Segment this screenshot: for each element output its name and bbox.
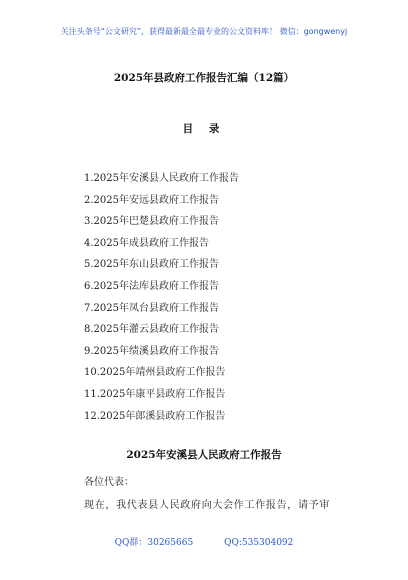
- toc-item: 7.2025年凤台县政府工作报告: [84, 302, 219, 314]
- footer-contact: [0, 535, 408, 548]
- toc-item: 9.2025年绩溪县政府工作报告: [84, 345, 219, 357]
- toc-heading: 目 录: [182, 123, 226, 135]
- footer-qq-group: QQ群：30265665: [114, 538, 194, 548]
- toc-item: 2.2025年安远县政府工作报告: [84, 194, 219, 206]
- toc-item: 11.2025年康平县政府工作报告: [84, 388, 226, 400]
- document-title: 2025年县政府工作报告汇编（12篇）: [113, 72, 295, 84]
- footer-qq-number: QQ:535304092: [224, 538, 294, 548]
- toc-item: 12.2025年郎溪县政府工作报告: [84, 410, 226, 422]
- toc-item: 4.2025年成县政府工作报告: [84, 237, 209, 249]
- section-title: 2025年安溪县人民政府工作报告: [126, 449, 282, 461]
- toc-item: 5.2025年东山县政府工作报告: [84, 259, 219, 271]
- toc-item: 1.2025年安溪县人民政府工作报告: [84, 173, 239, 184]
- salutation: 各位代表：: [84, 477, 134, 488]
- toc-item: 3.2025年巴楚县政府工作报告: [84, 216, 219, 228]
- toc-item: 8.2025年灌云县政府工作报告: [84, 324, 219, 336]
- table-of-contents: [84, 171, 239, 430]
- body-paragraph: 现在，我代表县人民政府向大会作工作报告，请予审: [84, 500, 331, 511]
- toc-item: 10.2025年靖州县政府工作报告: [84, 367, 226, 379]
- header-notice: 关注头条号“公文研究”，获得最新最全最专业的公文资料库！ 微信：gongwenyj: [60, 27, 348, 36]
- toc-item: 6.2025年法库县政府工作报告: [84, 280, 219, 292]
